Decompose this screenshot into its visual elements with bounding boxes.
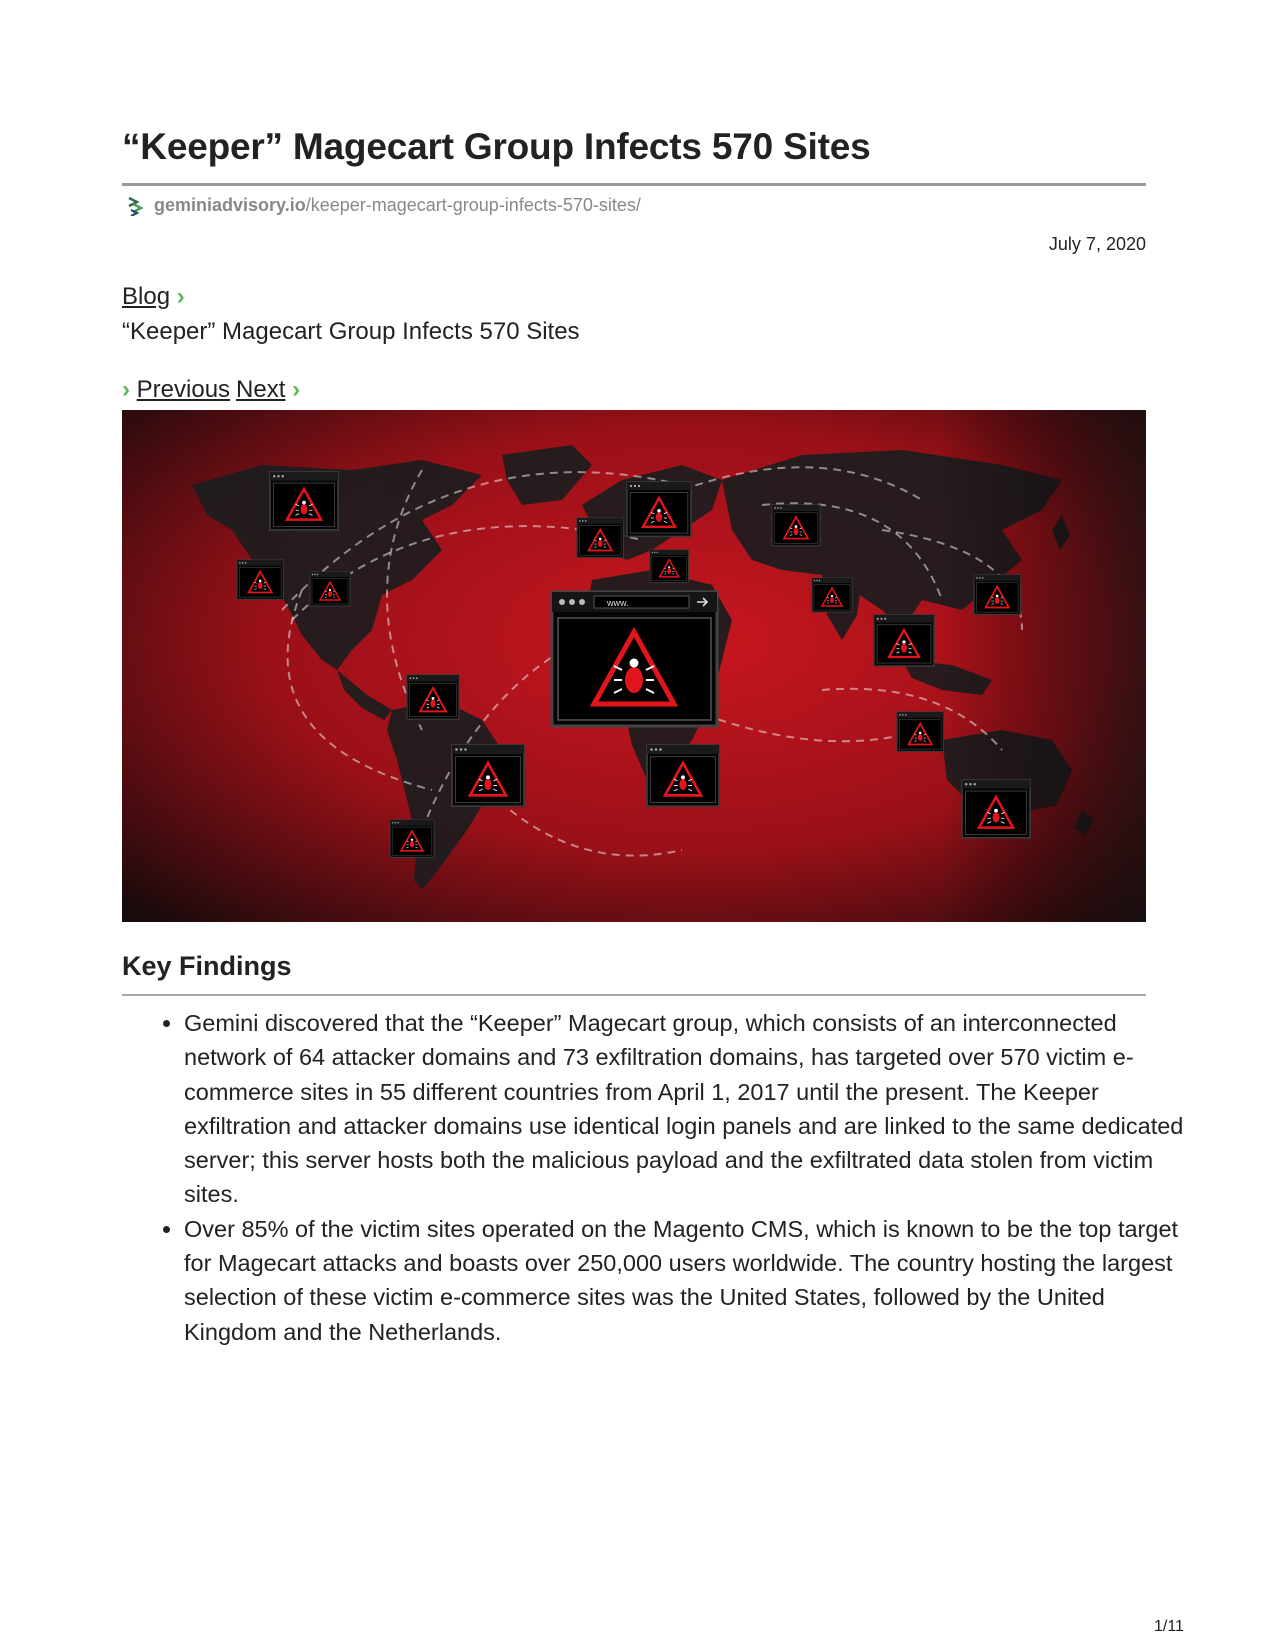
chevron-right-icon: › <box>122 376 130 403</box>
breadcrumb-current: “Keeper” Magecart Group Infects 570 Sites <box>122 318 580 345</box>
main-window-address: www. <box>607 598 629 608</box>
list-item: • Over 85% of the victim sites operated on the Magento CMS, which is known to be the top target for Magecart attacks and boasts over 250,000 users worldwide. The country hosting the largest selection of these victim e-commerce sites was the United States, followed by the United Kingdom and the Netherlands. <box>184 1212 1184 1349</box>
key-findings-heading: Key Findings <box>122 951 292 981</box>
hero-world-map-image <box>122 410 1146 922</box>
list-item: • Gemini discovered that the “Keeper” Magecart group, which consists of an interconnected network of 64 attacker domains and 73 exfiltration domains, has targeted over 570 victim e-commerce sites in 55 different countries from April 1, 2017 until the present. The Keeper exfiltration and attacker domains use identical login panels and are linked to the same dedicated server; this server hosts both the malicious payload and the exfiltrated data stolen from victim sites. <box>184 1006 1184 1212</box>
gemini-logo-icon <box>128 196 144 216</box>
key-findings-list <box>122 1006 1184 1349</box>
chevron-right-icon: › <box>292 376 301 403</box>
title-divider <box>122 183 1146 186</box>
page-number: 1/11 <box>1154 1618 1184 1635</box>
next-link[interactable]: Next <box>236 376 286 403</box>
post-pager <box>122 376 300 404</box>
publish-date: July 7, 2020 <box>1048 234 1146 254</box>
source-url[interactable] <box>128 195 641 216</box>
breadcrumb-blog-link[interactable]: Blog <box>122 283 171 310</box>
source-path: /keeper-magecart-group-infects-570-sites/ <box>305 195 641 215</box>
previous-link[interactable]: Previous <box>136 376 231 403</box>
chevron-right-icon: › <box>176 283 185 310</box>
breadcrumb <box>122 283 185 311</box>
article-title: “Keeper” Magecart Group Infects 570 Sites <box>122 126 871 167</box>
section-divider <box>122 994 1146 996</box>
source-domain: geminiadvisory.io <box>154 195 306 215</box>
